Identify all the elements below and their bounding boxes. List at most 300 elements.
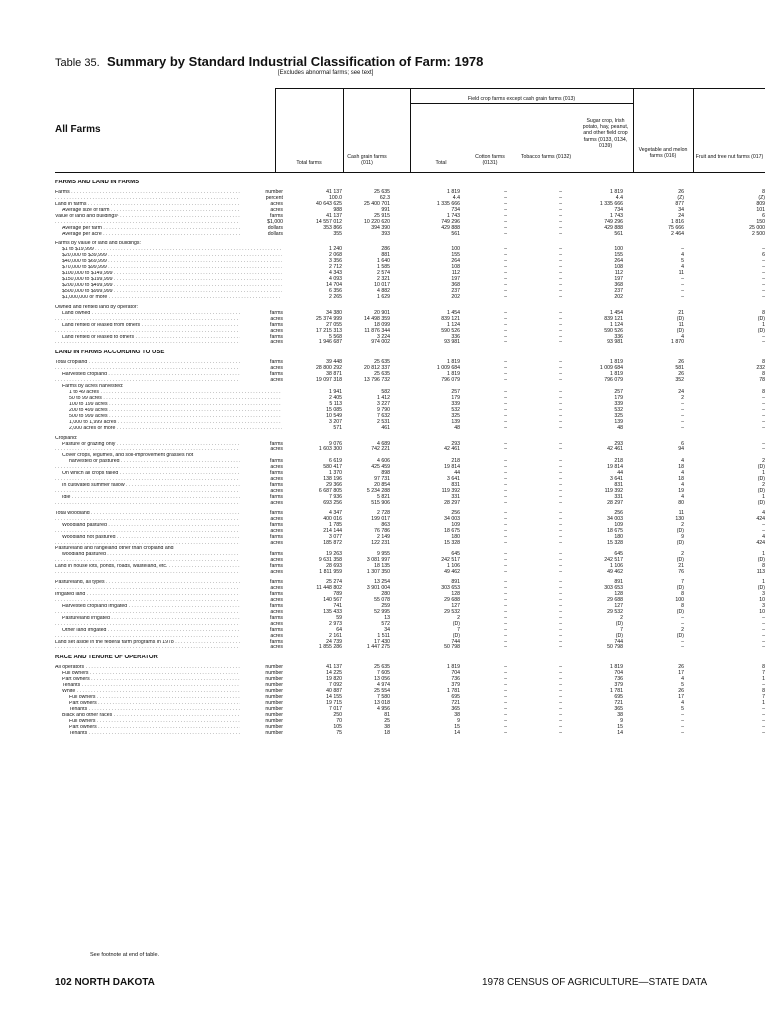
cell-col-1: 1 941	[329, 389, 342, 395]
cell-col-7: (D)	[676, 315, 684, 322]
cell-col-7: –	[681, 723, 684, 730]
cell-col-4: –	[504, 287, 507, 294]
cell-col-6: 1 819	[610, 371, 623, 378]
cell-col-3: 109	[451, 521, 460, 528]
cell-col-3: 734	[451, 206, 460, 213]
cell-col-4: –	[504, 327, 507, 334]
row-label: In cultivated summer fallow . . .	[62, 483, 282, 489]
cell-col-3: 1 819	[447, 188, 460, 195]
cell-col-3: 365	[451, 705, 460, 712]
cell-col-1: 5 113	[329, 400, 342, 407]
cell-col-3: 19 814	[444, 464, 460, 471]
cell-col-6: 127	[614, 602, 623, 609]
cell-col-5: –	[559, 699, 562, 706]
cell-col-2: 52 995	[374, 608, 390, 615]
cell-col-2: 2 321	[377, 276, 390, 283]
row-unit: number	[240, 725, 283, 731]
cell-col-7: 18	[678, 464, 684, 471]
cell-col-3: (D)	[452, 632, 460, 639]
cell-col-5: –	[559, 488, 562, 494]
row-label: Full owners . . .	[69, 719, 282, 725]
cell-col-8: 6	[762, 252, 765, 259]
cell-col-7: 877	[675, 200, 684, 207]
cell-col-5: –	[559, 327, 562, 334]
cell-col-2: 881	[381, 252, 390, 259]
cell-col-4: –	[504, 705, 507, 712]
cell-col-5: –	[559, 218, 562, 225]
cell-col-8: –	[762, 644, 765, 651]
cell-col-6: 49 462	[607, 569, 623, 576]
cell-col-3: 112	[451, 270, 460, 277]
cell-col-8: (D)	[757, 488, 765, 494]
cell-col-5: –	[559, 557, 562, 564]
row-label: Part owners . . .	[69, 701, 282, 707]
cell-col-2: 4 882	[377, 287, 390, 294]
cell-col-2: 20 901	[374, 309, 390, 316]
cell-col-1: 6 619	[329, 458, 342, 465]
cell-col-6: 3 641	[610, 476, 623, 483]
cell-col-3: 695	[451, 694, 460, 700]
cell-col-5: –	[559, 365, 562, 372]
cell-col-3: 42 461	[444, 446, 460, 453]
cell-col-5: –	[559, 644, 562, 651]
cell-col-2: 7 605	[377, 670, 390, 677]
group-header-rule	[410, 103, 633, 104]
cell-col-2: 1 307 350	[366, 569, 390, 576]
cell-col-8: 3	[762, 591, 765, 597]
cell-col-7: 11	[678, 321, 684, 328]
cell-col-6: 42 461	[607, 446, 623, 453]
cell-col-1: 2 161	[329, 632, 342, 639]
row-label: Farms by value of land and buildings:	[55, 241, 141, 247]
cell-col-7: (D)	[676, 585, 684, 592]
cell-col-1: 14 225	[326, 670, 342, 677]
cell-col-8: –	[762, 276, 765, 283]
cell-col-5: –	[559, 638, 562, 645]
cell-col-2: 4 689	[377, 440, 390, 447]
row-unit: acres	[240, 489, 283, 495]
cell-col-6: 180	[614, 533, 623, 540]
cell-col-6: 44	[617, 470, 623, 477]
cell-col-3: 119 392	[441, 488, 460, 494]
row-label: Harvested cropland irrigated . . .	[62, 604, 282, 610]
cell-col-7: 11	[678, 509, 684, 516]
cell-col-6: 645	[614, 551, 623, 558]
cell-col-7: 17	[678, 670, 684, 677]
cell-col-1: 19 715	[326, 699, 342, 706]
cell-col-7: 4	[681, 482, 684, 489]
cell-col-5: –	[559, 705, 562, 712]
row-unit: acres	[240, 610, 283, 616]
cell-col-7: 26	[678, 188, 684, 195]
cell-col-4: –	[504, 252, 507, 259]
cell-col-7: –	[681, 412, 684, 419]
cell-col-4: –	[504, 670, 507, 677]
row-unit: acres	[240, 208, 283, 214]
row-unit: farms	[240, 335, 283, 341]
cell-col-6: 112	[614, 270, 623, 277]
cell-col-3: 645	[451, 551, 460, 558]
cell-col-1: 100.0	[329, 194, 342, 201]
cell-col-5: –	[559, 569, 562, 576]
row-unit: acres	[240, 447, 283, 453]
cell-col-7: (D)	[676, 527, 684, 534]
cell-col-3: 303 653	[441, 585, 460, 592]
cell-col-4: –	[504, 264, 507, 271]
cell-col-4: –	[504, 723, 507, 730]
cell-col-6: 256	[614, 509, 623, 516]
cell-col-6: 139	[614, 418, 623, 425]
cell-col-5: –	[559, 270, 562, 277]
cell-col-6: 14	[617, 729, 623, 736]
cell-col-3: 44	[454, 470, 460, 477]
row-unit: acres	[240, 645, 283, 651]
cell-col-5: –	[559, 212, 562, 219]
cell-col-1: 355	[333, 230, 342, 237]
cell-col-6: 28 297	[607, 499, 623, 506]
cell-col-4: –	[504, 515, 507, 522]
cell-col-1: 741	[333, 602, 342, 609]
row-label: 500 to 999 acres . . .	[69, 414, 282, 420]
cell-col-5: –	[559, 230, 562, 237]
cell-col-5: –	[559, 509, 562, 516]
row-unit: number	[240, 665, 283, 671]
cell-col-5: –	[559, 717, 562, 724]
cell-col-5: –	[559, 276, 562, 283]
row-unit: acres	[240, 598, 283, 604]
cell-col-7: –	[681, 276, 684, 283]
cell-col-1: 135 433	[323, 608, 342, 615]
cell-col-5: –	[559, 440, 562, 447]
cell-col-8: –	[762, 705, 765, 712]
footer-page-state: 102 NORTH DAKOTA	[55, 977, 155, 988]
cell-col-4: –	[504, 729, 507, 736]
cell-col-4: –	[504, 224, 507, 231]
cell-col-5: –	[559, 309, 562, 316]
cell-col-7: 6	[681, 440, 684, 447]
cell-col-6: 4.4	[615, 194, 623, 201]
cell-col-5: –	[559, 406, 562, 413]
cell-col-5: –	[559, 723, 562, 730]
cell-col-8: 1	[762, 493, 765, 500]
row-label: Pasture or grazing only . . .	[62, 442, 282, 448]
cell-col-1: 24 739	[326, 638, 342, 645]
cell-col-4: –	[504, 377, 507, 384]
row-unit: farms	[240, 523, 283, 529]
cell-col-4: –	[504, 620, 507, 627]
cell-col-5: –	[559, 394, 562, 401]
row-label: Pastureland and rangeland other than cropland and	[55, 546, 174, 552]
row-unit: number	[240, 695, 283, 701]
cell-col-3: 202	[451, 293, 460, 300]
cell-col-7: –	[681, 620, 684, 627]
cell-col-2: 3 081 997	[366, 557, 390, 564]
cell-col-5: –	[559, 188, 562, 195]
cell-col-6: 734	[614, 206, 623, 213]
cell-col-5: –	[559, 527, 562, 534]
cell-col-3: 721	[451, 699, 460, 706]
cell-col-4: –	[504, 389, 507, 395]
cell-col-2: 76 786	[374, 527, 390, 534]
cell-col-4: –	[504, 569, 507, 576]
cell-col-8: (D)	[757, 499, 765, 506]
cell-col-2: 582	[381, 389, 390, 395]
row-unit: number	[240, 731, 283, 737]
row-label: Tenants . . .	[69, 707, 282, 713]
cell-col-4: –	[504, 596, 507, 603]
row-unit: farms	[240, 564, 283, 570]
cell-col-2: 14 498 359	[364, 315, 390, 322]
row-unit: farms	[240, 604, 283, 610]
row-unit: percent	[240, 196, 283, 202]
section-heading-text: RACE AND TENURE OF OPERATOR	[55, 655, 158, 661]
cell-col-8: 10	[759, 608, 765, 615]
cell-col-6: 744	[614, 638, 623, 645]
cell-col-6: 796 079	[604, 377, 623, 384]
cell-col-8: 78	[759, 377, 765, 384]
cell-col-1: 1 946 687	[318, 339, 342, 346]
cell-col-1: 17 215 313	[316, 327, 342, 334]
row-unit: acres	[240, 477, 283, 483]
cell-col-3: 139	[451, 418, 460, 425]
cell-col-8: (D)	[757, 327, 765, 334]
cell-col-5: –	[559, 632, 562, 639]
cell-col-7: 8	[681, 591, 684, 597]
cell-col-7: –	[681, 614, 684, 621]
cell-col-5: –	[559, 206, 562, 213]
row-unit: acres	[240, 541, 283, 547]
cell-col-1: 64	[336, 626, 342, 633]
cell-col-5: –	[559, 711, 562, 718]
cell-col-8: (Z)	[758, 194, 765, 201]
cell-col-2: 11 876 344	[364, 327, 390, 334]
row-label: $1,000,000 or more . . .	[62, 295, 282, 301]
row-unit: dollars	[240, 226, 283, 232]
cell-col-5: –	[559, 499, 562, 506]
row-label: Land in house lots, ponds, roads, wasteland, etc. . . .	[55, 564, 282, 570]
cell-col-4: –	[504, 563, 507, 570]
cell-col-2: 25 635	[374, 359, 390, 366]
cell-col-6: 50 798	[607, 644, 623, 651]
row-label: Land owned . . .	[62, 311, 282, 317]
cell-col-5: –	[559, 608, 562, 615]
cell-col-2: 3 224	[377, 333, 390, 340]
cell-col-8: 2	[762, 482, 765, 489]
row-label: $100,000 to $149,999 . . .	[62, 271, 282, 277]
cell-col-1: 70	[336, 717, 342, 724]
cell-col-5: –	[559, 200, 562, 207]
cell-col-2: 18	[384, 729, 390, 736]
cell-col-2: 1 412	[377, 394, 390, 401]
cell-col-3: 736	[451, 676, 460, 683]
cell-col-3: 256	[451, 509, 460, 516]
row-label: White . . .	[62, 689, 282, 695]
cell-col-2: 7 632	[377, 412, 390, 419]
row-unit: acres	[240, 202, 283, 208]
cell-col-7: 1 816	[671, 218, 684, 225]
cell-col-8: (D)	[757, 476, 765, 483]
row-label: Cropland:	[55, 435, 78, 441]
row-unit: farms	[240, 442, 283, 448]
cell-col-7: (D)	[676, 557, 684, 564]
row-unit: acres	[240, 465, 283, 471]
row-unit: number	[240, 683, 283, 689]
cell-col-8: 8	[762, 309, 765, 316]
cell-col-3: 50 798	[444, 644, 460, 651]
cell-col-7: 34	[678, 206, 684, 213]
cell-col-6: 695	[614, 694, 623, 700]
cell-col-5: –	[559, 664, 562, 671]
cell-col-8: –	[762, 282, 765, 288]
section-heading-text: LAND IN FARMS ACCORDING TO USE	[55, 350, 165, 356]
row-label: All operators . . .	[55, 665, 282, 671]
row-unit: number	[240, 707, 283, 713]
cell-col-4: –	[504, 365, 507, 372]
cell-col-7: –	[681, 293, 684, 300]
cell-col-7: 94	[678, 446, 684, 453]
cell-col-8: –	[762, 682, 765, 689]
cell-col-1: 6 687 805	[318, 488, 342, 494]
cell-col-2: 97 731	[374, 476, 390, 483]
cell-col-5: –	[559, 333, 562, 340]
cell-col-4: –	[504, 424, 507, 431]
cell-col-5: –	[559, 246, 562, 253]
cell-col-4: –	[504, 406, 507, 413]
row-unit: number	[240, 689, 283, 695]
cell-col-7: 80	[678, 499, 684, 506]
cell-col-6: 1 819	[610, 664, 623, 671]
cell-col-8: 150	[756, 218, 765, 225]
row-label: Cover crops, legumes, and soil-improvement grasses not	[62, 453, 194, 459]
cell-col-1: 1 855 286	[318, 644, 342, 651]
cell-col-6: 721	[614, 699, 623, 706]
cell-col-6: 1 106	[610, 563, 623, 570]
group-header: Field crop farms except cash grain farms (013)	[467, 96, 576, 102]
cell-col-3: 15 328	[444, 539, 460, 546]
cell-col-5: –	[559, 424, 562, 431]
cell-col-6: 339	[614, 400, 623, 407]
cell-col-2: 38	[384, 723, 390, 730]
cell-col-5: –	[559, 470, 562, 477]
cell-col-2: 81	[384, 711, 390, 718]
cell-col-4: –	[504, 711, 507, 718]
cell-col-2: 2 728	[377, 509, 390, 516]
cell-col-3: 325	[451, 412, 460, 419]
cell-col-8: –	[762, 521, 765, 528]
cell-col-8: –	[762, 258, 765, 265]
cell-col-4: –	[504, 602, 507, 609]
cell-col-7: 21	[678, 563, 684, 570]
cell-col-1: 40 643 625	[316, 200, 342, 207]
row-label: Pastureland, all types . . .	[55, 580, 282, 586]
cell-col-2: 10 017	[374, 282, 390, 288]
cell-col-1: 3 077	[329, 533, 342, 540]
row-unit: farms	[240, 580, 283, 586]
cell-col-8: –	[762, 614, 765, 621]
cell-col-1: 19 820	[326, 676, 342, 683]
cell-col-6: 368	[614, 282, 623, 288]
cell-col-2: 13 018	[374, 699, 390, 706]
cell-col-6: 1 743	[610, 212, 623, 219]
row-unit: farms	[240, 511, 283, 517]
cell-col-8: 2	[762, 458, 765, 465]
cell-col-3: 127	[451, 602, 460, 609]
cell-col-6: 839 121	[604, 315, 623, 322]
table-title	[55, 54, 483, 69]
cell-col-4: –	[504, 218, 507, 225]
cell-col-1: 1 370	[329, 470, 342, 477]
cell-col-2: 13 796 732	[364, 377, 390, 384]
cell-col-3: (D)	[452, 620, 460, 627]
cell-col-6: (D)	[615, 632, 623, 639]
cell-col-6: 48	[617, 424, 623, 431]
cell-col-2: 17 430	[374, 638, 390, 645]
cell-col-5: –	[559, 602, 562, 609]
cell-col-1: 4 343	[329, 270, 342, 277]
cell-col-2: 9 790	[377, 406, 390, 413]
cell-col-6: 29 688	[607, 596, 623, 603]
cell-col-7: 4	[681, 493, 684, 500]
cell-col-6: 831	[614, 482, 623, 489]
cell-col-2: 742 221	[371, 446, 390, 453]
cell-col-5: –	[559, 400, 562, 407]
cell-col-1: 15 085	[326, 406, 342, 413]
row-unit: farms	[240, 459, 283, 465]
cell-col-3: 744	[451, 638, 460, 645]
row-label: 100 to 199 acres . . .	[69, 402, 282, 408]
cell-col-3: 831	[451, 482, 460, 489]
column-header-cash-grain: Cash grain farms (011)	[347, 154, 387, 167]
row-unit: farms	[240, 360, 283, 366]
cell-col-3: 242 517	[441, 557, 460, 564]
cell-col-4: –	[504, 533, 507, 540]
row-unit: acres	[240, 378, 283, 384]
cell-col-7: –	[681, 418, 684, 425]
cell-col-7: 26	[678, 359, 684, 366]
cell-col-2: 863	[381, 521, 390, 528]
cell-col-7: –	[681, 246, 684, 253]
cell-col-6: 197	[614, 276, 623, 283]
cell-col-8: 424	[756, 539, 765, 546]
cell-col-2: 2 531	[377, 418, 390, 425]
cell-col-5: –	[559, 293, 562, 300]
row-label: Land rented or leased to others . . .	[62, 335, 282, 341]
cell-col-2: 25 635	[374, 188, 390, 195]
cell-col-8: –	[762, 333, 765, 340]
cell-col-7: 100	[675, 596, 684, 603]
cell-col-8: –	[762, 729, 765, 736]
cell-col-2: 25 400 701	[364, 200, 390, 207]
cell-col-2: 5 821	[377, 493, 390, 500]
cell-col-6: 749 296	[604, 218, 623, 225]
row-label: Farms by acres harvested:	[62, 384, 124, 390]
row-unit: acres	[240, 570, 283, 576]
cell-col-1: 28 800 292	[316, 365, 342, 372]
cell-col-4: –	[504, 664, 507, 671]
row-label: Land in farms . . .	[55, 202, 282, 208]
cell-col-7: 4	[681, 333, 684, 340]
cell-col-2: 259	[381, 602, 390, 609]
section-heading-text: FARMS AND LAND IN FARMS	[55, 180, 140, 185]
cell-col-7: –	[681, 638, 684, 645]
row-label: Irrigated land . . .	[55, 592, 282, 598]
cell-col-6: 202	[614, 293, 623, 300]
cell-col-6: 1 335 666	[599, 200, 623, 207]
cell-col-7: –	[681, 400, 684, 407]
cell-col-8: 8	[762, 359, 765, 366]
cell-col-3: 1 819	[447, 359, 460, 366]
cell-col-8: 6	[762, 212, 765, 219]
